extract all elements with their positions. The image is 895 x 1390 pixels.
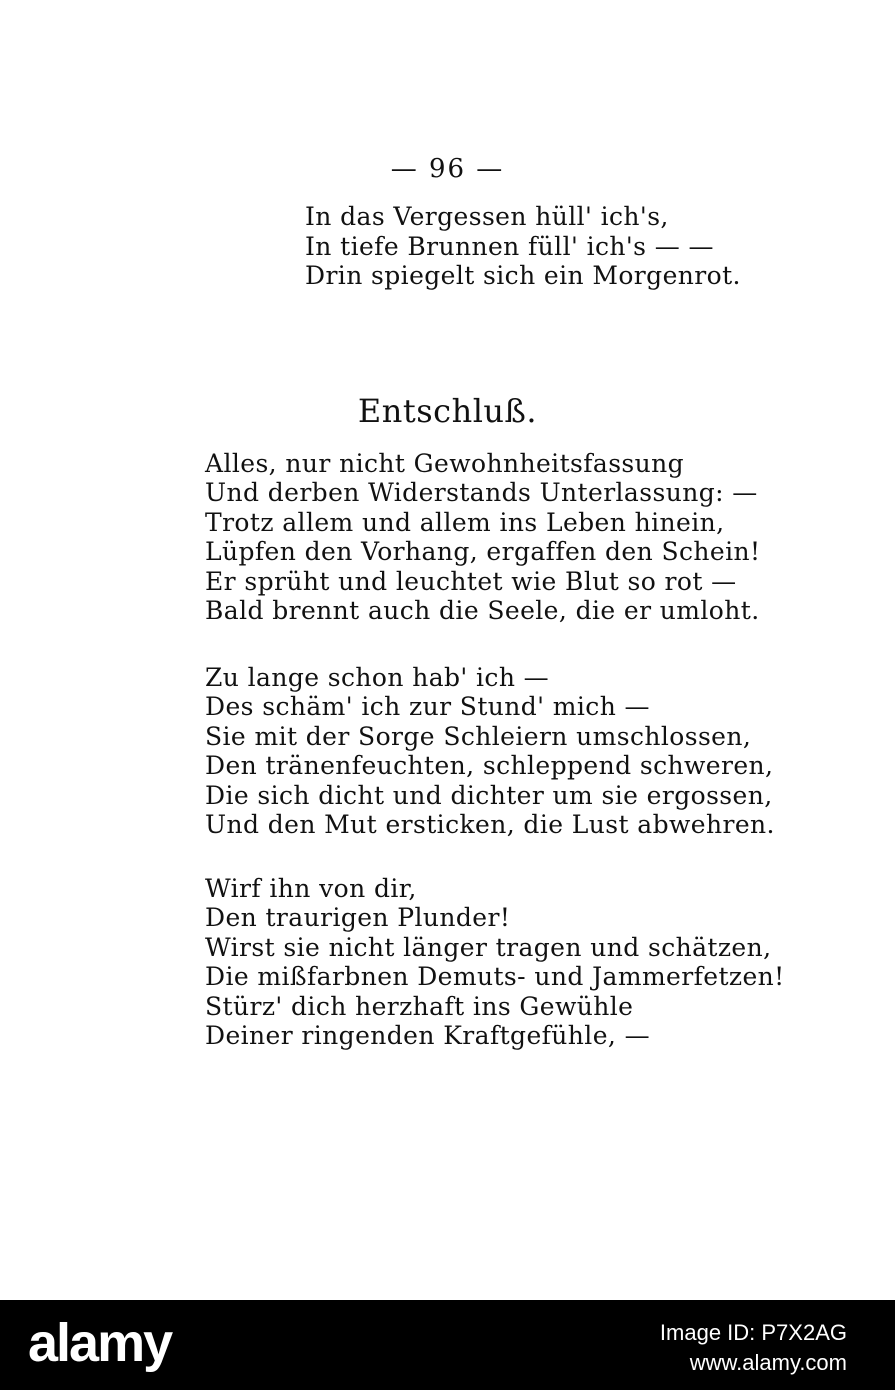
verse-line: In das Vergessen hüll' ich's, xyxy=(305,202,669,231)
stanza-2 xyxy=(205,663,775,839)
verse-line: Deiner ringenden Kraftgefühle, — xyxy=(205,1021,650,1051)
image-id: Image ID: P7X2AG xyxy=(659,1320,847,1345)
verse-line: Die sich dicht und dichter um sie ergossen, xyxy=(205,780,773,810)
verse-line: Alles, nur nicht Gewohnheitsfassung xyxy=(205,449,685,478)
poem-title: Entschluß. xyxy=(357,392,538,430)
stanza-top xyxy=(305,202,741,291)
verse-line: Drin spiegelt sich ein Morgenrot. xyxy=(305,261,741,290)
verse-line: Stürz' dich herzhaft ins Gewühle xyxy=(205,991,634,1021)
alamy-logo: alamy xyxy=(28,1313,172,1373)
verse-line: Sie mit der Sorge Schleiern umschlossen, xyxy=(205,721,752,751)
verse-line: In tiefe Brunnen füll' ich's — — xyxy=(305,231,714,261)
page-number: — 96 — xyxy=(390,154,505,184)
stanza-1 xyxy=(205,449,760,625)
verse-line: Zu lange schon hab' ich — xyxy=(205,663,550,692)
verse-line: Bald brennt auch die Seele, die er umloht. xyxy=(205,596,760,626)
site-url[interactable]: www.alamy.com xyxy=(689,1350,847,1375)
verse-line: Den traurigen Plunder! xyxy=(205,903,511,933)
stanza-3 xyxy=(205,874,785,1050)
verse-line: Die mißfarbnen Demuts- und Jammerfetzen! xyxy=(205,962,785,992)
verse-line: Er sprüht und leuchtet wie Blut so rot — xyxy=(205,566,737,596)
verse-line: Trotz allem und allem ins Leben hinein, xyxy=(205,507,725,537)
verse-line: Wirf ihn von dir, xyxy=(205,874,417,903)
verse-line: Wirst sie nicht länger tragen und schätzen, xyxy=(205,932,772,962)
verse-line: Den tränenfeuchten, schleppend schweren, xyxy=(205,751,774,781)
verse-line: Des schäm' ich zur Stund' mich — xyxy=(205,692,650,722)
watermark-footer xyxy=(0,1300,895,1390)
verse-line: Und derben Widerstands Unterlassung: — xyxy=(205,478,758,508)
verse-line: Lüpfen den Vorhang, ergaffen den Schein! xyxy=(205,537,761,567)
verse-line: Und den Mut ersticken, die Lust abwehren. xyxy=(205,810,775,840)
